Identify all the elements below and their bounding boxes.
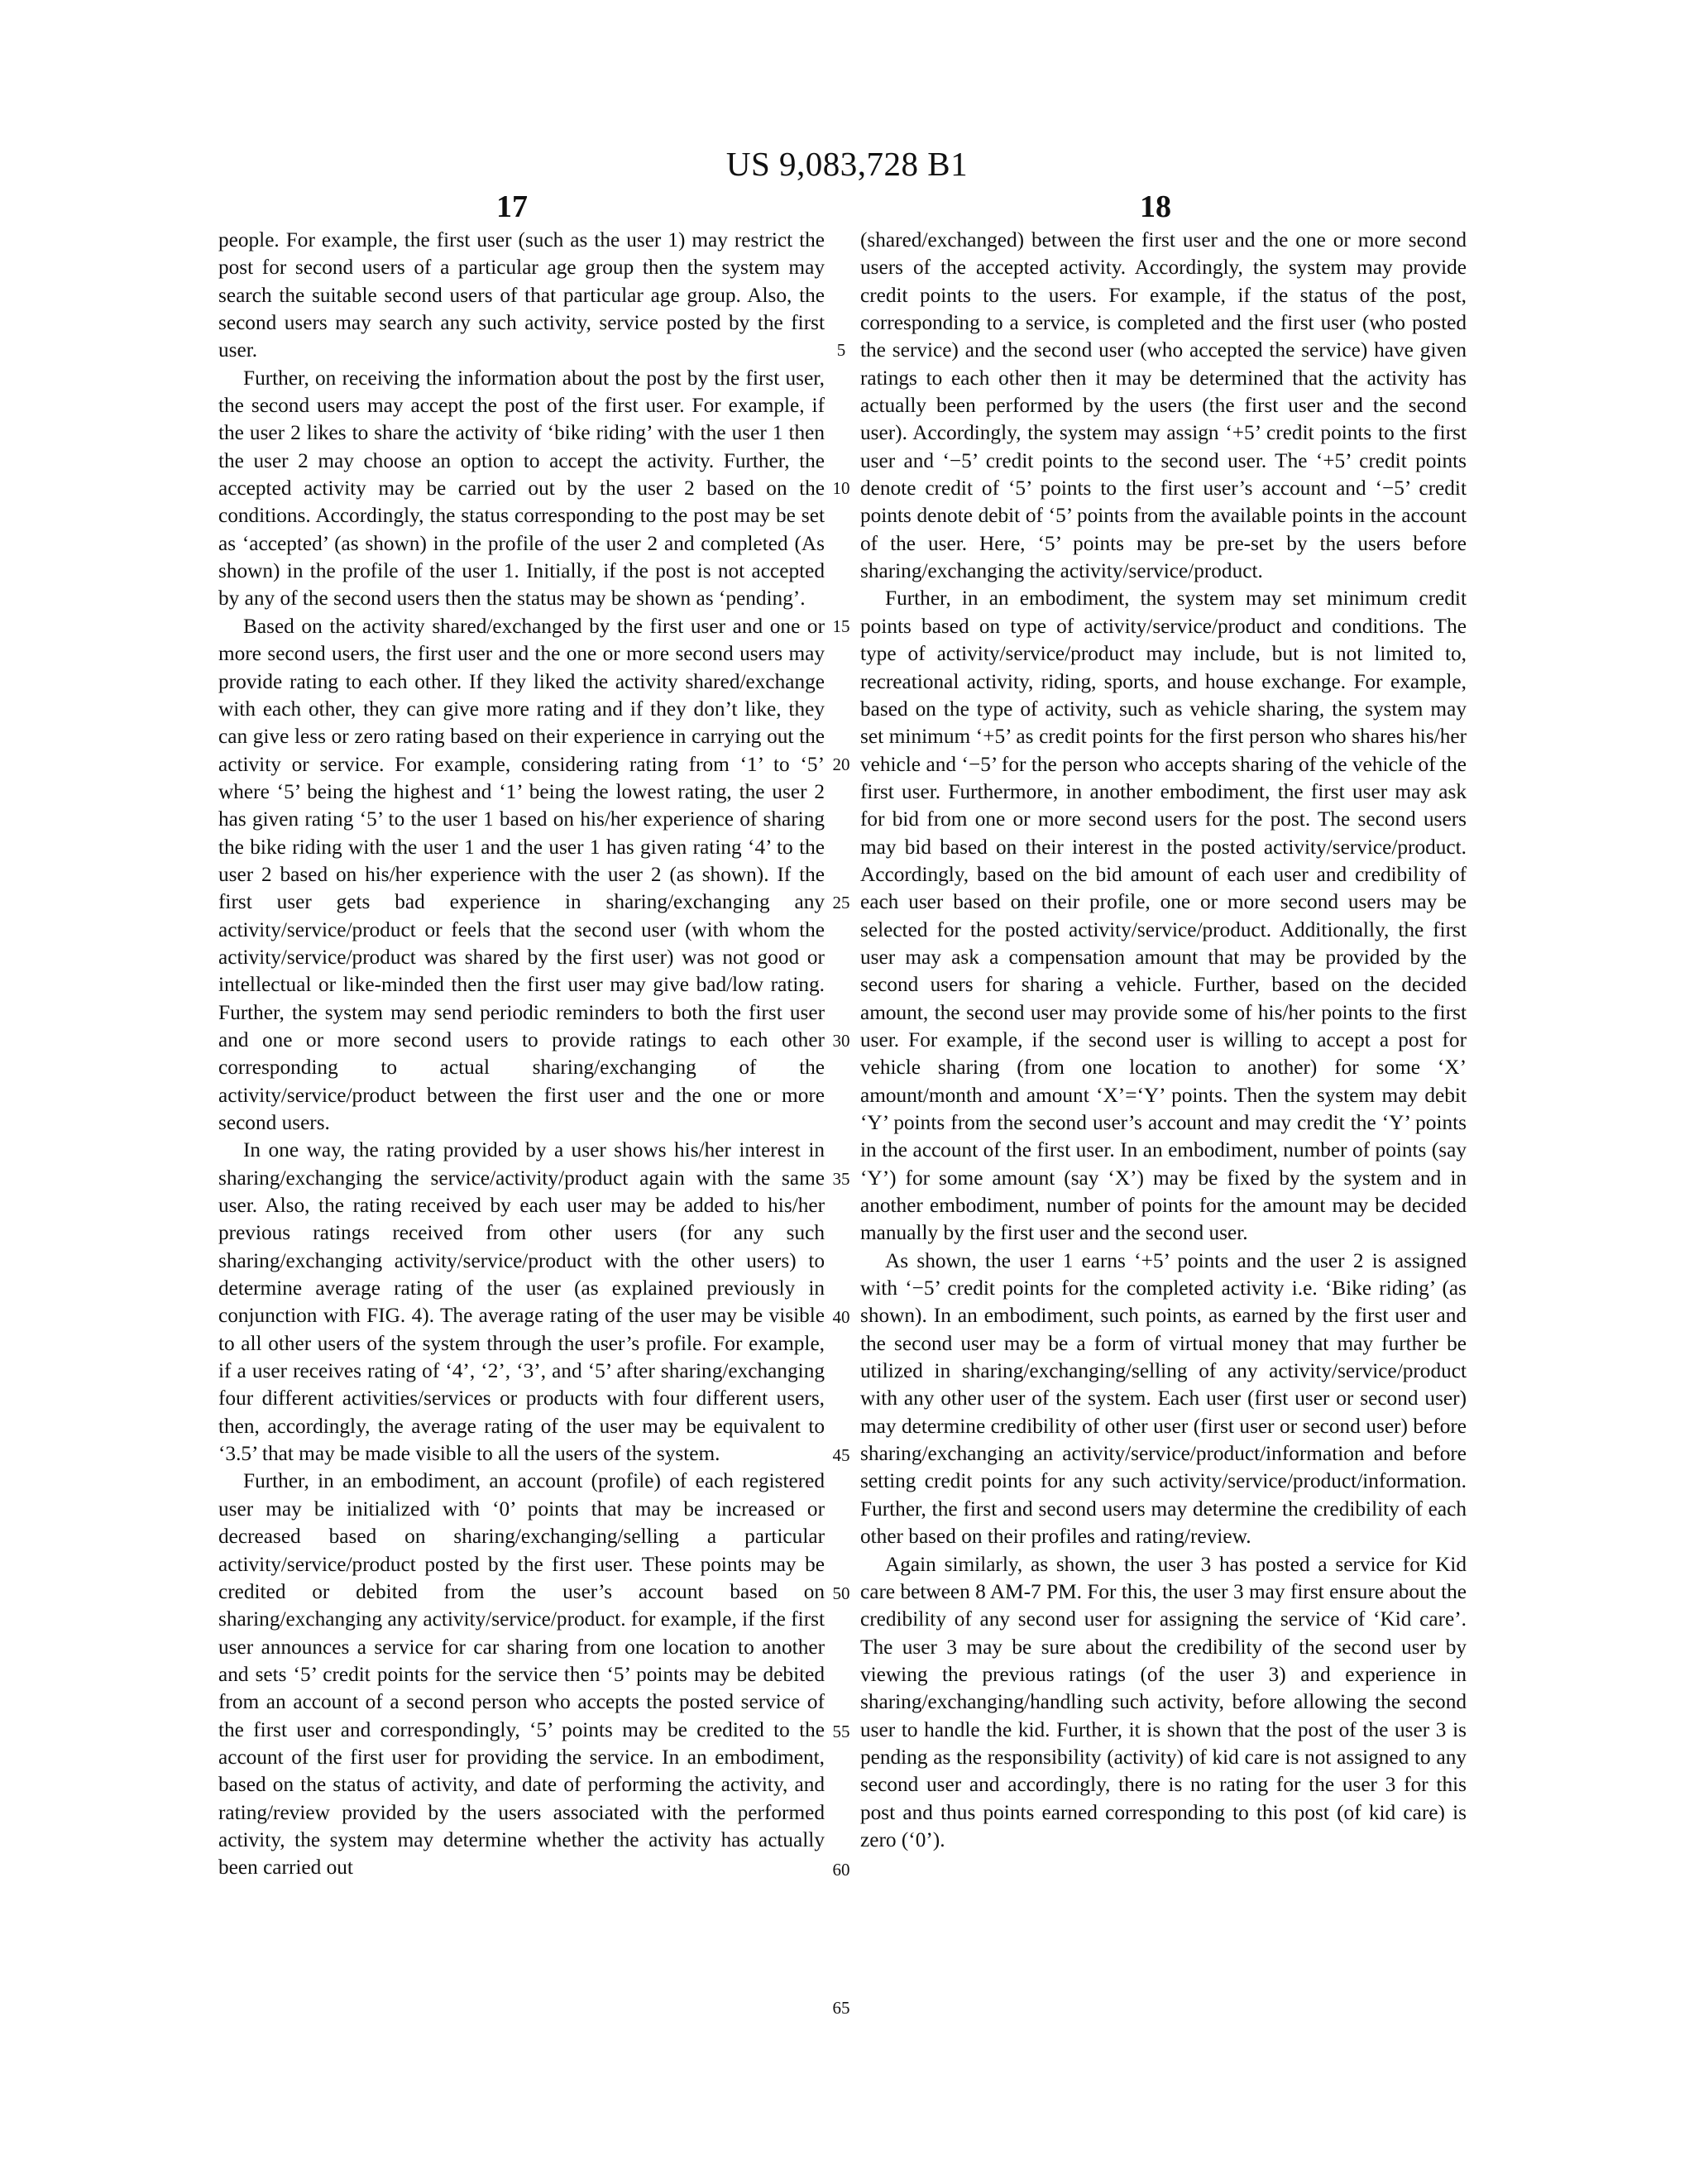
- line-number: 30: [832, 1031, 850, 1051]
- right-paragraph: As shown, the user 1 earns ‘+5’ points and the user 2 is assigned with ‘−5’ credit points for the completed activity i.e. ‘Bike riding’ (as shown). In an embodiment, such points, as earned by the first user and the second user may be a form of virtual money that may further be utilized in sharing/exchanging/selling of any activity/service/product with any other user of the system. Each user (first user or second user) may determine credibility of other user (first user or second user) before sharing/exchanging an activity/service/product/information and before setting credit points for any such activity/service/product/information. Further, the first and second users may determine the credibility of each other based on their profiles and rating/review.: [860, 1248, 1467, 1549]
- line-number: 5: [836, 340, 846, 360]
- line-number: 15: [832, 616, 850, 636]
- line-number: 25: [832, 893, 850, 912]
- line-number: 20: [832, 754, 850, 774]
- left-paragraph: Further, in an embodiment, an account (profile) of each registered user may be initialized with ‘0’ points that may be increased or decreased based on sharing/exchanging/selling a particular activity/service/product posted by the first user. These points may be credited or debited from the user’s account based on sharing/exchanging any activity/service/product. for example, if the first user announces a service for car sharing from one location to another and sets ‘5’ credit points for the service then ‘5’ points may be debited from an account of a second person who accepts the posted service of the first user and correspondingly, ‘5’ points may be credited to the account of the first user for providing the service. In an embodiment, based on the status of activity, and date of performing the activity, and rating/review provided by the users associated with the performed activity, the system may determine whether the activity has actually been carried out: [218, 1469, 825, 1880]
- line-number: 50: [832, 1583, 850, 1603]
- line-number: 40: [832, 1307, 850, 1327]
- left-paragraph: Further, on receiving the information about the post by the first user, the second users may accept the post of the first user. For example, if the user 2 likes to share the activity of ‘bike riding’ with the user 1 then the user 2 may choose an option to accept the activity. Further, the accepted activity may be carried out by the user 2 based on the conditions. Accordingly, the status corresponding to the post may be set as ‘accepted’ (as shown) in the profile of the user 2 and completed (As shown) in the profile of the user 1. Initially, if the post is not accepted by any of the second users then the status may be shown as ‘pending’.: [218, 366, 825, 611]
- line-number-gutter: [827, 227, 855, 2096]
- right-page-number: 18: [1140, 189, 1171, 224]
- line-number: 35: [832, 1169, 850, 1189]
- left-paragraph: people. For example, the first user (such as the user 1) may restrict the post for second users of a particular age group then the system may search the suitable second users of that particular age group. Also, the second users may search any such activity, service posted by the first user.: [218, 228, 825, 362]
- patent-number: US 9,083,728 B1: [725, 145, 969, 183]
- line-number: 10: [832, 478, 850, 498]
- right-paragraph: Further, in an embodiment, the system may set minimum credit points based on type of activity/service/product and conditions. The type of activity/service/product may include, but is not limited to, recreational activity, riding, sports, and house exchange. For example, based on the type of activity, such as vehicle sharing, the system may set minimum ‘+5’ as credit points for the first person who shares his/her vehicle and ‘−5’ for the person who accepts sharing of the vehicle of the first user. Furthermore, in another embodiment, the first user may ask for bid from one or more second users for the post. The second users may bid based on their interest in the posted activity/service/product. Accordingly, based on the bid amount of each user and credibility of each user based on their profile, one or more second users may be selected for the posted activity/service/product. Additionally, the first user may ask a compensation amount that may be provided by the second users for sharing a vehicle. Further, based on the decided amount, the second user may provide some of his/her points to the first user. For example, if the second user is willing to accept a post for vehicle sharing (from one location to another) for some ‘X’ amount/month and amount ‘X’=‘Y’ points. Then the system may debit ‘Y’ points from the second user’s account and may credit the ‘Y’ points in the account of the first user. In an embodiment, number of points (say ‘Y’) for some amount (say ‘X’) may be fixed by the system and in another embodiment, number of points for the amount may be decided manually by the first user and the second user.: [860, 587, 1467, 1245]
- right-paragraph: (shared/exchanged) between the first user and the one or more second users of the accepted activity. Accordingly, the system may provide credit points to the users. For example, if the status of the post, corresponding to a service, is completed and the first user (who posted the service) and the second user (who accepted the service) have given ratings to each other then it may be determined that the activity has actually been performed by the users (the first user and the second user). Accordingly, the system may assign ‘+5’ credit points to the first user and ‘−5’ credit points to the second user. The ‘+5’ credit points denote credit of ‘5’ points to the first user’s account and ‘−5’ credit points denote debit of ‘5’ points from the available points in the account of the user. Here, ‘5’ points may be pre-set by the users before sharing/exchanging the activity/service/product.: [860, 228, 1467, 583]
- line-number: 65: [832, 1998, 850, 2018]
- left-text-column: [218, 227, 825, 1882]
- left-paragraph: Based on the activity shared/exchanged by the first user and one or more second users, the first user and the one or more second users may provide rating to each other. If they liked the activity shared/exchange with each other, they can give more rating and if they don’t like, they can give less or zero rating based on their experience in carrying out the activity or service. For example, considering rating from ‘1’ to ‘5’ where ‘5’ being the highest and ‘1’ being the lowest rating, the user 2 has given rating ‘5’ to the user 1 based on his/her experience of sharing the bike riding with the user 1 and the user 1 has given rating ‘4’ to the user 2 based on his/her experience with the user 2 (as shown). If the first user gets bad experience in sharing/exchanging any activity/service/product or feels that the second user (with whom the activity/service/product was shared by the first user) was not good or intellectual or like-minded then the first user may give bad/low rating. Further, the system may send periodic reminders to both the first user and one or more second users to provide ratings to each other corresponding to actual sharing/exchanging of the activity/service/product between the first user and the one or more second users.: [218, 614, 825, 1134]
- line-number: 45: [832, 1445, 850, 1465]
- right-text-column: [860, 227, 1467, 1854]
- left-page-number: 17: [496, 189, 528, 224]
- line-number: 55: [832, 1722, 850, 1741]
- left-paragraph: In one way, the rating provided by a user shows his/her interest in sharing/exchanging the service/activity/product again with the same user. Also, the rating received by each user may be added to his/her previous ratings received from other users (for any such sharing/exchanging activity/service/product with the other users) to determine average rating of the user (as explained previously in conjunction with FIG. 4). The average rating of the user may be visible to all other users of the system through the user’s profile. For example, if a user receives rating of ‘4’, ‘2’, ‘3’, and ‘5’ after sharing/exchanging four different activities/services or products with four different users, then, accordingly, the average rating of the user may be equivalent to ‘3.5’ that may be made visible to all the users of the system.: [218, 1138, 825, 1466]
- right-paragraph: Again similarly, as shown, the user 3 has posted a service for Kid care between 8 AM-7 PM. For this, the user 3 may first ensure about the credibility of any second user for assigning the service of ‘Kid care’. The user 3 may be sure about the credibility of the second user by viewing the previous ratings (of the user 3) and experience in sharing/exchanging/handling such activity, before allowing the second user to handle the kid. Further, it is shown that the post of the user 3 is pending as the responsibility (activity) of kid care is not assigned to any second user and accordingly, there is no rating for the user 3 for this post and thus points earned corresponding to this post (of kid care) is zero (‘0’).: [860, 1552, 1467, 1851]
- line-number: 60: [832, 1860, 850, 1880]
